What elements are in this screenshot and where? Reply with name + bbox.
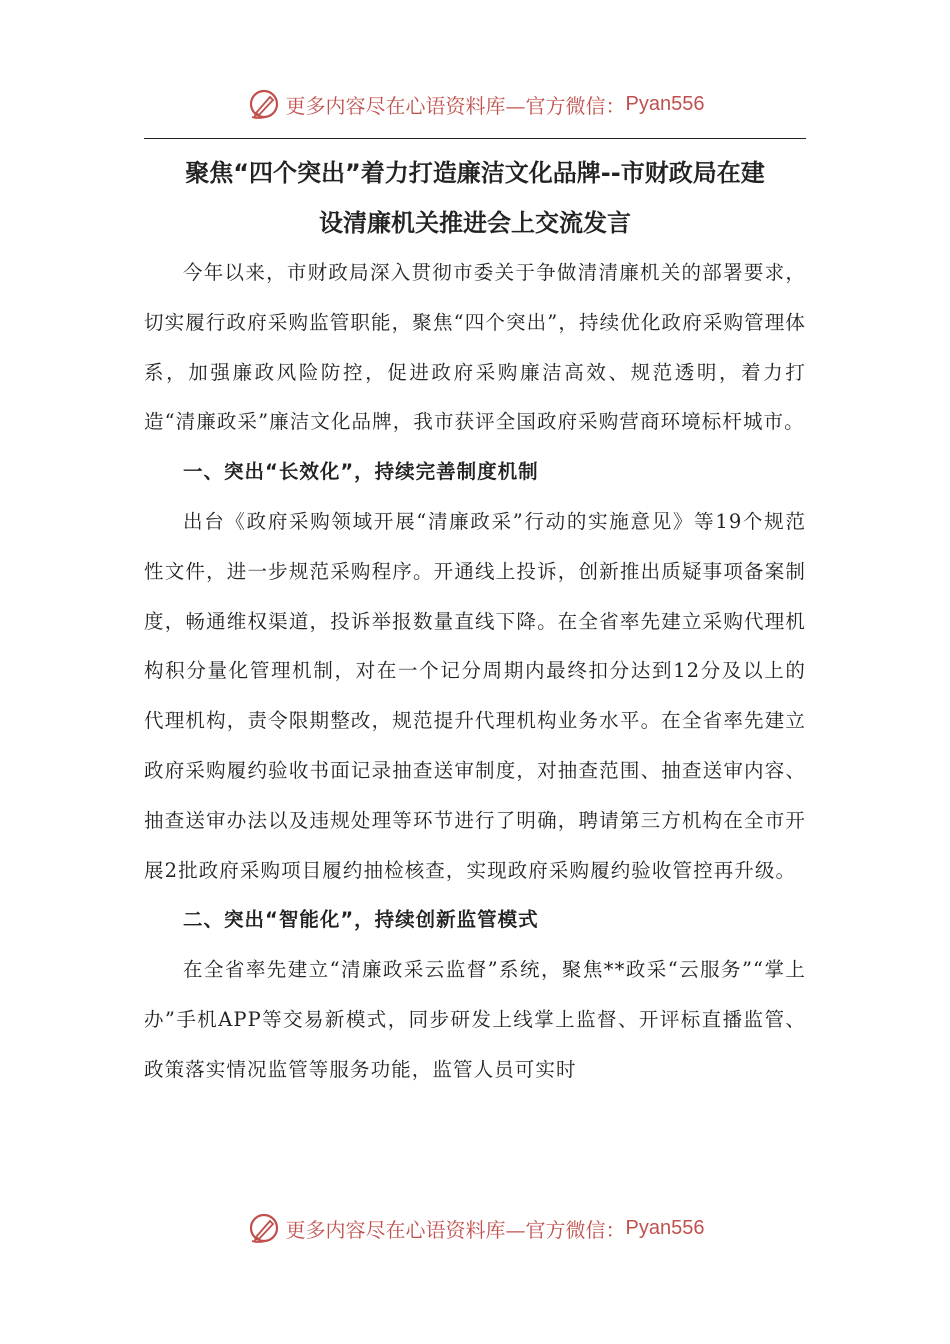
- section-heading-2: 二、突出“智能化”，持续创新监管模式: [183, 908, 539, 932]
- section-heading-1: 一、突出“长效化”，持续完善制度机制: [183, 460, 539, 484]
- section-body-2: 在全省率先建立“清廉政采云监督”系统，聚焦**政采“云服务”“掌上办”手机APP等交易新模式，同步研发上线掌上监督、开评标直播监管、政策落实情况监管等服务功能，监管人员可实时: [144, 958, 806, 1081]
- watermark-text: 更多内容尽在心语资料库—官方微信：: [285, 1217, 626, 1242]
- document-title: [144, 148, 806, 248]
- watermark-footer: [0, 1208, 950, 1248]
- title-line-1: 聚焦“四个突出”着力打造廉洁文化品牌--市财政局在建: [185, 159, 765, 187]
- pen-logo-icon: [246, 86, 282, 122]
- header-divider: [144, 138, 806, 139]
- intro-paragraph: 今年以来，市财政局深入贯彻市委关于争做清清廉机关的部署要求，切实履行政府采购监管职能，聚焦“四个突出”，持续优化政府采购管理体系，加强廉政风险防控，促进政府采购廉洁高效、规范透明，着力打造“清廉政采”廉洁文化品牌，我市获评全国政府采购营商环境标杆城市。: [144, 261, 806, 434]
- document-body: [144, 148, 806, 1095]
- watermark-text: 更多内容尽在心语资料库—官方微信：: [285, 93, 626, 118]
- title-line-2: 设清廉机关推进会上交流发言: [319, 209, 631, 237]
- watermark-header: [0, 84, 950, 124]
- section-body-1: 出台《政府采购领域开展“清廉政采”行动的实施意见》等19个规范性文件，进一步规范采购程序。开通线上投诉，创新推出质疑事项备案制度，畅通维权渠道，投诉举报数量直线下降。在全省率先建立采购代理机构积分量化管理机制，对在一个记分周期内最终扣分达到12分及以上的代理机构，责令限期整改，规范提升代理机构业务水平。在全省率先建立政府采购履约验收书面记录抽查送审制度，对抽查范围、抽查送审内容、抽查送审办法以及违规处理等环节进行了明确，聘请第三方机构在全市开展2批政府采购项目履约抽检核查，实现政府采购履约验收管控再升级。: [144, 509, 806, 882]
- watermark-code: Pyan556: [625, 1216, 705, 1239]
- pen-logo-icon: [246, 1210, 282, 1246]
- watermark-code: Pyan556: [625, 92, 705, 115]
